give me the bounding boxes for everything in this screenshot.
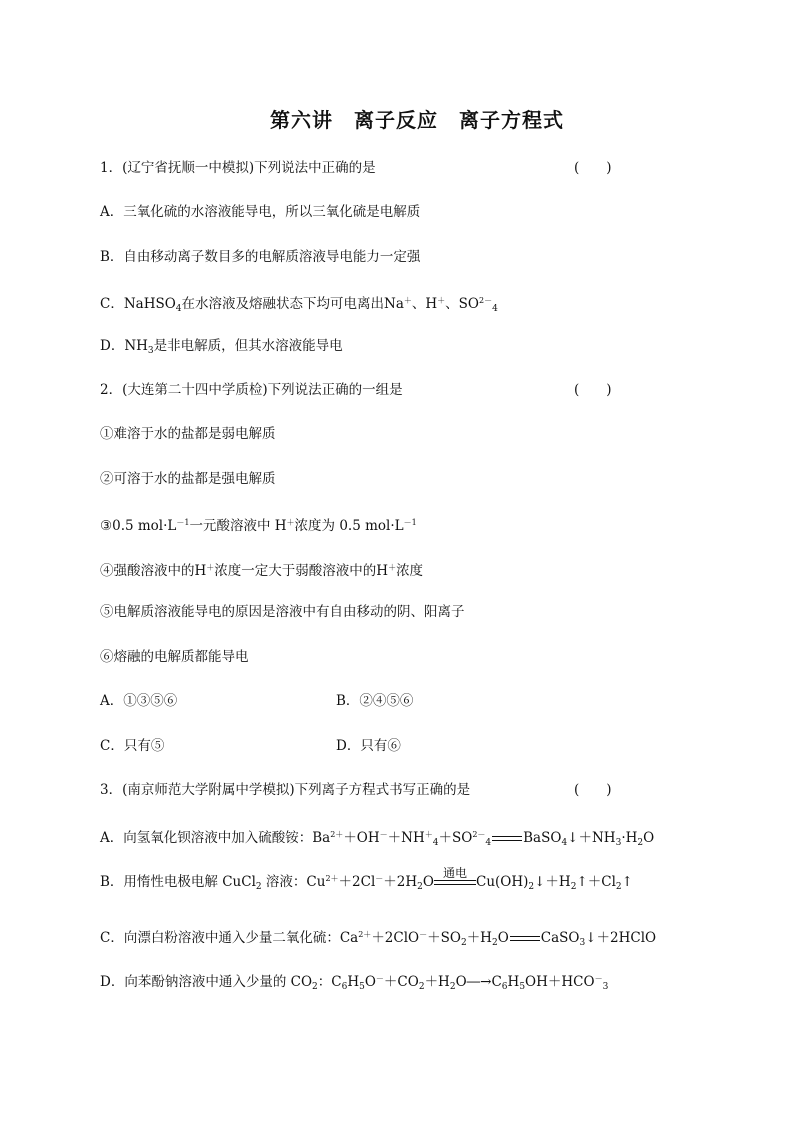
q2-option-c: C．只有⑤ <box>100 738 165 754</box>
q2-statement-4: ④强酸溶液中的H＋浓度一定大于弱酸溶液中的H＋浓度 <box>100 563 424 579</box>
page-title: 第六讲 离子反应 离子方程式 <box>270 108 564 132</box>
q2-stem: 2．(大连第二十四中学质检)下列说法正确的一组是 <box>100 382 403 398</box>
q1-option-d: D．$NH_3$是非电解质，但其水溶液能导电 <box>100 338 343 356</box>
q3-stem: 3．(南京师范大学附属中学模拟)下列离子方程式书写正确的是 <box>100 782 471 798</box>
q1-answer-paren: ( ) <box>574 160 612 176</box>
q1-stem: 1．(辽宁省抚顺一中模拟)下列说法中正确的是 <box>100 160 376 176</box>
electrolysis-condition: 通电 <box>434 867 476 885</box>
q2-statement-1: ①难溶于水的盐都是弱电解质 <box>100 426 276 442</box>
q3-option-c: C．向漂白粉溶液中通入少量二氧化硫：$Ca^{2+}+2ClO^-+SO_2+H_2O$ CaSO$_3$↓＋2HClO <box>100 930 657 948</box>
q1-option-c: C．NaHSO$_4$在水溶液及熔融状态下均可电离出Na＋、H＋、$SO^{2-}_4$ <box>100 296 498 314</box>
equals-sign <box>510 936 540 941</box>
q3-option-b: B．用惰性电极电解 CuCl$_2$ 溶液：$Cu^{2+}+2Cl^-+2H_2O$ 通电 $Cu(OH)_2↓+H_2↑+Cl_2↑$ <box>100 865 633 892</box>
q3-answer-paren: ( ) <box>574 782 612 798</box>
q2-option-b: B．②④⑤⑥ <box>336 693 414 709</box>
q2-statement-3: ③0.5 $mol\cdot L^{-1}$一元酸溶液中 H＋浓度为 0.5 $mol\cdot L^{-1}$ <box>100 518 417 534</box>
q2-statement-5: ⑤电解质溶液能导电的原因是溶液中有自由移动的阴、阳离子 <box>100 604 465 620</box>
q1-option-b: B．自由移动离子数目多的电解质溶液导电能力一定强 <box>100 249 421 265</box>
q2-answer-paren: ( ) <box>574 382 612 398</box>
q2-statement-2: ②可溶于水的盐都是强电解质 <box>100 471 276 487</box>
equals-sign <box>492 836 522 841</box>
q2-option-d: D．只有⑥ <box>336 738 401 754</box>
q2-option-a: A．①③⑤⑥ <box>100 693 178 709</box>
q1-option-a: A．三氧化硫的水溶液能导电，所以三氧化硫是电解质 <box>100 204 421 220</box>
q3-option-a: A．向氢氧化钡溶液中加入硫酸铵：$Ba^{2+}+OH^-+NH^+_4+SO^{2-}_4$ $BaSO_4↓+NH_3\cdot H_2O$ <box>100 830 655 848</box>
q2-statement-6: ⑥熔融的电解质都能导电 <box>100 649 249 665</box>
q3-option-d: D．向苯酚钠溶液中通入少量的 $CO_2$：$C_6H_5O^-+CO_2+H_2O―\to C_6H_5OH+HCO^-_3$ <box>100 974 609 992</box>
